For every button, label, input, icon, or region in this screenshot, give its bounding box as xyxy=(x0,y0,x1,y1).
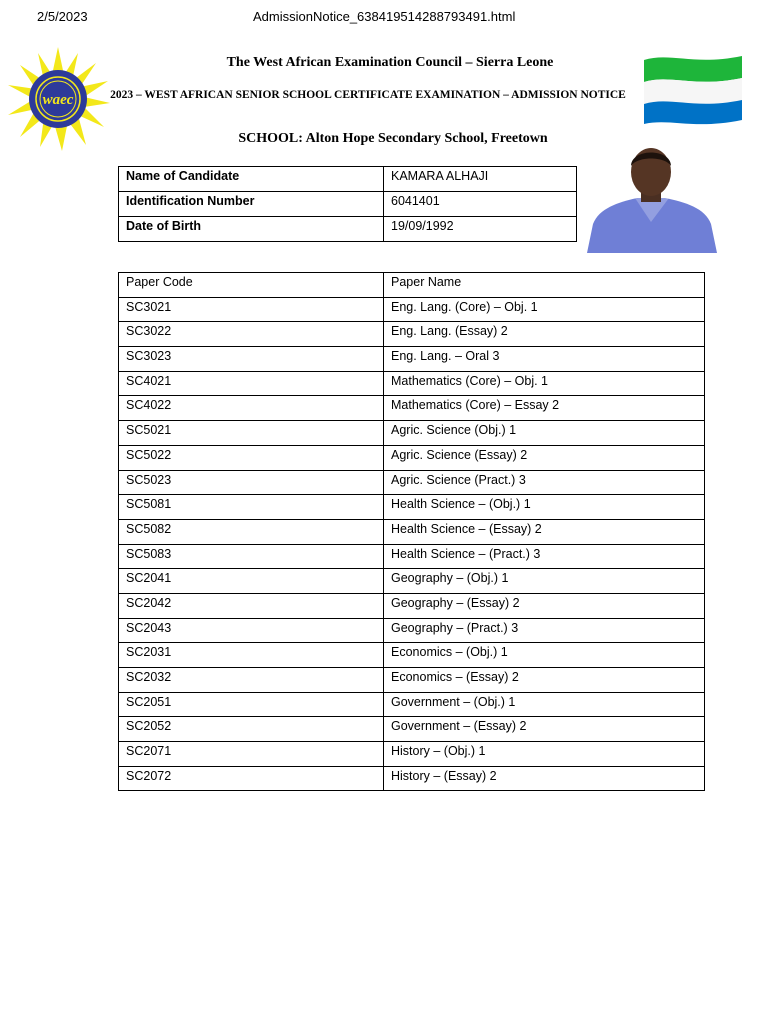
paper-name: Health Science – (Obj.) 1 xyxy=(384,495,705,520)
paper-row xyxy=(119,421,705,446)
paper-name: Mathematics (Core) – Essay 2 xyxy=(384,396,705,421)
paper-code: SC5023 xyxy=(119,470,384,495)
paper-row xyxy=(119,569,705,594)
paper-code: SC2071 xyxy=(119,742,384,767)
header-paper-name: Paper Name xyxy=(384,273,705,298)
candidate-photo xyxy=(585,142,718,253)
candidate-field-value: 6041401 xyxy=(384,192,577,217)
paper-row xyxy=(119,470,705,495)
paper-name: Government – (Essay) 2 xyxy=(384,717,705,742)
papers-header-row xyxy=(119,273,705,298)
paper-code: SC2031 xyxy=(119,643,384,668)
paper-code: SC5082 xyxy=(119,519,384,544)
paper-name: Geography – (Obj.) 1 xyxy=(384,569,705,594)
candidate-row xyxy=(119,167,577,192)
print-date: 2/5/2023 xyxy=(37,9,88,24)
paper-name: Health Science – (Essay) 2 xyxy=(384,519,705,544)
paper-row xyxy=(119,766,705,791)
paper-row xyxy=(119,495,705,520)
papers-table xyxy=(118,272,705,791)
paper-row xyxy=(119,717,705,742)
logo-text: waec xyxy=(42,92,74,108)
paper-code: SC2043 xyxy=(119,618,384,643)
candidate-field-value: KAMARA ALHAJI xyxy=(384,167,577,192)
candidate-field-label: Name of Candidate xyxy=(119,167,384,192)
paper-row xyxy=(119,371,705,396)
paper-row xyxy=(119,668,705,693)
paper-code: SC5083 xyxy=(119,544,384,569)
paper-row xyxy=(119,692,705,717)
sierra-leone-flag xyxy=(642,52,744,126)
paper-code: SC2051 xyxy=(119,692,384,717)
paper-row xyxy=(119,297,705,322)
paper-code: SC5021 xyxy=(119,421,384,446)
paper-row xyxy=(119,396,705,421)
paper-row xyxy=(119,347,705,372)
candidate-row xyxy=(119,192,577,217)
paper-name: Economics – (Essay) 2 xyxy=(384,668,705,693)
paper-code: SC2032 xyxy=(119,668,384,693)
candidate-field-value: 19/09/1992 xyxy=(384,217,577,242)
candidate-row xyxy=(119,217,577,242)
paper-code: SC2052 xyxy=(119,717,384,742)
paper-name: Economics – (Obj.) 1 xyxy=(384,643,705,668)
paper-code: SC2041 xyxy=(119,569,384,594)
paper-name: Geography – (Essay) 2 xyxy=(384,593,705,618)
flag-white-stripe xyxy=(644,78,742,104)
paper-name: Geography – (Pract.) 3 xyxy=(384,618,705,643)
paper-row xyxy=(119,322,705,347)
waec-logo xyxy=(4,45,112,153)
paper-name: Health Science – (Pract.) 3 xyxy=(384,544,705,569)
print-filename: AdmissionNotice_638419514288793491.html xyxy=(253,9,516,24)
paper-row xyxy=(119,618,705,643)
paper-name: Government – (Obj.) 1 xyxy=(384,692,705,717)
paper-code: SC4022 xyxy=(119,396,384,421)
candidate-field-label: Date of Birth xyxy=(119,217,384,242)
paper-code: SC3021 xyxy=(119,297,384,322)
candidate-info-table xyxy=(118,166,577,242)
paper-row xyxy=(119,445,705,470)
paper-name: History – (Obj.) 1 xyxy=(384,742,705,767)
paper-row xyxy=(119,593,705,618)
paper-code: SC2072 xyxy=(119,766,384,791)
paper-name: Eng. Lang. (Core) – Obj. 1 xyxy=(384,297,705,322)
school-name: SCHOOL: Alton Hope Secondary School, Freetown xyxy=(238,131,548,146)
exam-title: 2023 – WEST AFRICAN SENIOR SCHOOL CERTIFICATE EXAMINATION – ADMISSION NOTICE xyxy=(110,89,626,101)
flag-blue-stripe xyxy=(644,100,742,124)
paper-row xyxy=(119,742,705,767)
paper-name: Agric. Science (Pract.) 3 xyxy=(384,470,705,495)
paper-row xyxy=(119,544,705,569)
paper-code: SC2042 xyxy=(119,593,384,618)
paper-name: Eng. Lang. – Oral 3 xyxy=(384,347,705,372)
paper-code: SC3022 xyxy=(119,322,384,347)
paper-row xyxy=(119,643,705,668)
paper-code: SC4021 xyxy=(119,371,384,396)
paper-code: SC5022 xyxy=(119,445,384,470)
paper-code: SC3023 xyxy=(119,347,384,372)
paper-name: Mathematics (Core) – Obj. 1 xyxy=(384,371,705,396)
council-title: The West African Examination Council – Sierra Leone xyxy=(226,55,554,70)
header-paper-code: Paper Code xyxy=(119,273,384,298)
paper-name: History – (Essay) 2 xyxy=(384,766,705,791)
paper-row xyxy=(119,519,705,544)
candidate-field-label: Identification Number xyxy=(119,192,384,217)
flag-green-stripe xyxy=(644,56,742,82)
paper-code: SC5081 xyxy=(119,495,384,520)
paper-name: Eng. Lang. (Essay) 2 xyxy=(384,322,705,347)
paper-name: Agric. Science (Obj.) 1 xyxy=(384,421,705,446)
paper-name: Agric. Science (Essay) 2 xyxy=(384,445,705,470)
